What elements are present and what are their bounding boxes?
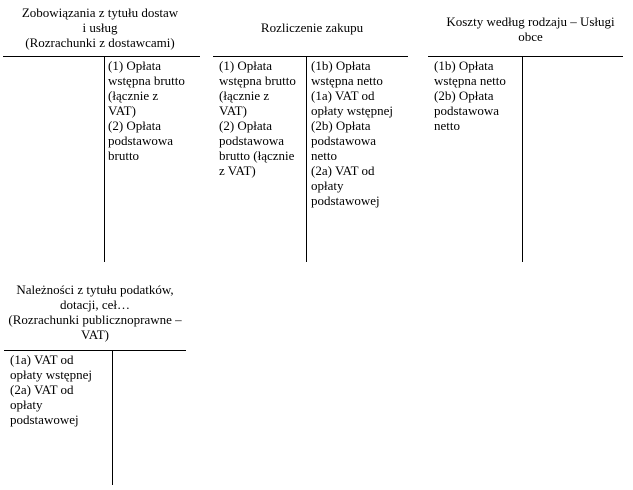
debit-entries-costs-external-services — [434, 58, 520, 133]
account-title-liabilities: Zobowiązania z tytułu dostaw i usług (Rozrachunki z dostawcami) — [21, 5, 179, 50]
account-top-line-tax-receivables — [4, 350, 186, 351]
debit-entry: (2b) Opłata podstawowa netto — [434, 88, 499, 133]
account-divider-costs-external-services — [522, 56, 523, 262]
account-divider-tax-receivables — [112, 350, 113, 485]
account-title-purchase-settlement: Rozliczenie zakupu — [260, 20, 364, 35]
credit-entry: (1) Opłata wstępna brutto (łącznie z VAT) — [108, 58, 185, 118]
credit-entry: (2a) VAT od opłaty podstawowej — [311, 163, 380, 208]
account-divider-purchase-settlement — [306, 56, 307, 262]
debit-entry: (1b) Opłata wstępna netto — [434, 58, 506, 88]
debit-entry: (1a) VAT od opłaty wstępnej — [10, 352, 92, 382]
credit-entry: (1b) Opłata wstępna netto — [311, 58, 383, 88]
debit-entries-tax-receivables — [10, 352, 110, 427]
debit-entry: (1) Opłata wstępna brutto (łącznie z VAT) — [219, 58, 296, 118]
account-title-tax-receivables: Należności z tytułu podatków, dotacji, ceł… (Rozrachunki publicznoprawne – VAT) — [8, 282, 182, 342]
credit-entry: (2b) Opłata podstawowa netto — [311, 118, 376, 163]
account-title-costs-external-services: Koszty według rodzaju – Usługi obce — [446, 14, 615, 44]
account-top-line-liabilities — [3, 56, 200, 57]
account-top-line-purchase-settlement — [213, 56, 408, 57]
account-top-line-costs-external-services — [428, 56, 623, 57]
credit-entry: (2) Opłata podstawowa brutto — [108, 118, 173, 163]
credit-entries-purchase-settlement — [311, 58, 407, 208]
credit-entries-liabilities — [108, 58, 200, 163]
debit-entries-purchase-settlement — [219, 58, 305, 178]
debit-entry: (2) Opłata podstawowa brutto (łącznie z VAT) — [219, 118, 295, 178]
debit-entry: (2a) VAT od opłaty podstawowej — [10, 382, 79, 427]
credit-entry: (1a) VAT od opłaty wstępnej — [311, 88, 393, 118]
account-divider-liabilities — [104, 56, 105, 262]
